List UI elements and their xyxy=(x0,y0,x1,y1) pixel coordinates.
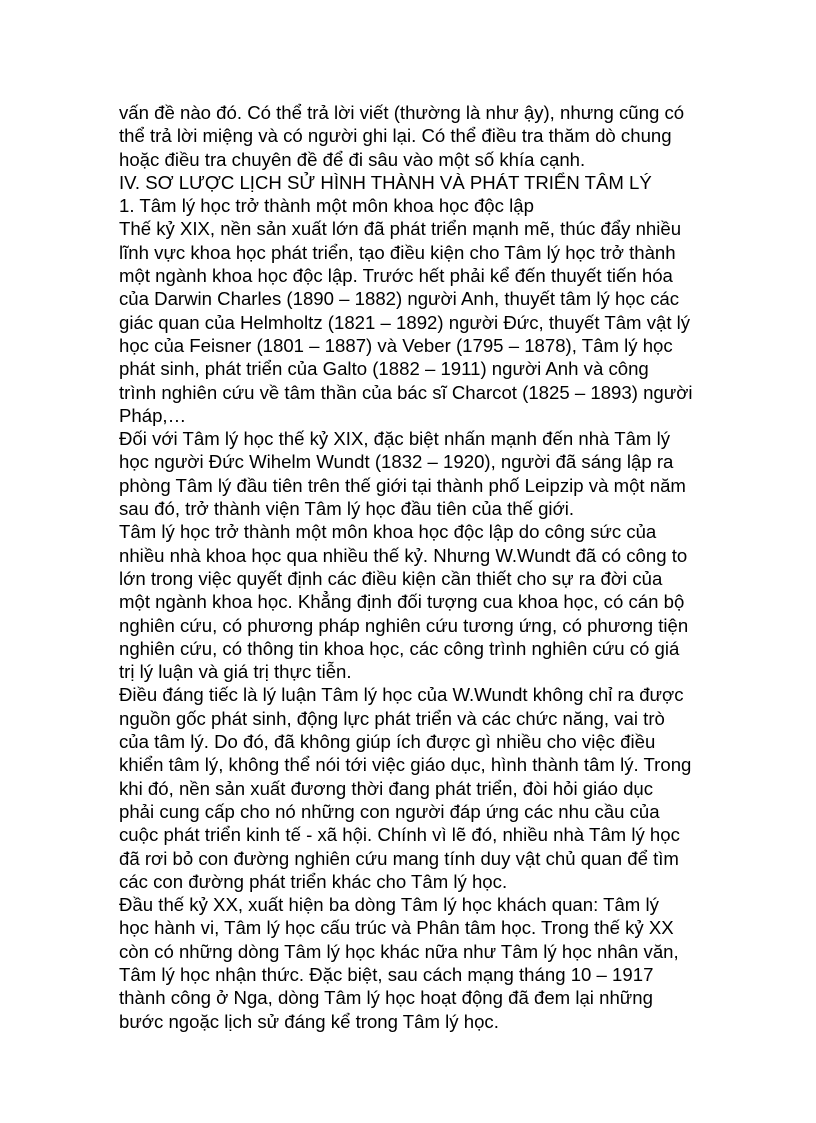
text-line: trị lý luận và giá trị thực tiễn. xyxy=(119,661,352,683)
text-line: cuộc phát triển kinh tế - xã hội. Chính vì lẽ đó, nhiều nhà Tâm lý học xyxy=(119,824,680,846)
text-line: nhiều nhà khoa học qua nhiều thế kỷ. Nhưng W.Wundt đã có công to xyxy=(119,544,688,566)
text-line: thành công ở Nga, dòng Tâm lý học hoạt động đã đem lại những xyxy=(119,987,653,1009)
text-line: Tâm lý học nhận thức. Đặc biệt, sau cách mạng tháng 10 – 1917 xyxy=(119,963,654,985)
text-line: của tâm lý. Do đó, đã không giúp ích được gì nhiều cho việc điều xyxy=(119,731,656,753)
text-line: Điều đáng tiếc là lý luận Tâm lý học của W.Wundt không chỉ ra được xyxy=(119,684,684,706)
text-line: phải cung cấp cho nó những con người đáp ứng các nhu cầu của xyxy=(119,800,660,822)
text-line: Tâm lý học trở thành một môn khoa học độc lập do công sức của xyxy=(119,521,657,543)
text-line: Đối với Tâm lý học thế kỷ XIX, đặc biệt nhấn mạnh đến nhà Tâm lý xyxy=(119,428,671,450)
text-line: nghiên cứu, có thông tin khoa học, các công trình nghiên cứu có giá xyxy=(119,637,680,659)
text-line: khi đó, nền sản xuất đương thời đang phát triển, đòi hỏi giáo dục xyxy=(119,777,654,799)
text-line: còn có những dòng Tâm lý học khác nữa như Tâm lý học nhân văn, xyxy=(119,940,679,962)
text-line: lớn trong việc quyết định các điều kiện cần thiết cho sự ra đời của xyxy=(119,567,663,589)
text-line: nguồn gốc phát sinh, động lực phát triển và các chức năng, vai trò xyxy=(119,707,665,729)
text-line: một ngành khoa học độc lập. Trước hết phải kể đến thuyết tiến hóa xyxy=(119,265,673,287)
document-page xyxy=(119,101,709,1033)
text-line: phát sinh, phát triển của Galto (1882 – 1911) người Anh và công xyxy=(119,358,649,380)
text-line: vấn đề nào đó. Có thể trả lời viết (thường là như ậy), nhưng cũng có xyxy=(119,102,685,123)
text-line: một ngành khoa học. Khẳng định đối tượng cua khoa học, có cán bộ xyxy=(119,591,685,613)
subsection-heading: 1. Tâm lý học trở thành một môn khoa học độc lập xyxy=(119,195,534,217)
text-line: giác quan của Helmholtz (1821 – 1892) người Đức, thuyết Tâm vật lý xyxy=(119,311,691,333)
text-line: thể trả lời miệng và có người ghi lại. Có thể điều tra thăm dò chung xyxy=(119,125,672,147)
text-line: trình nghiên cứu về tâm thần của bác sĩ Charcot (1825 – 1893) người xyxy=(119,381,693,403)
section-heading: IV. SƠ LƯỢC LỊCH SỬ HÌNH THÀNH VÀ PHÁT TRIỂN TÂM LÝ xyxy=(119,171,652,193)
text-line: lĩnh vực khoa học phát triển, tạo điều kiện cho Tâm lý học trở thành xyxy=(119,241,676,263)
text-line: học của Feisner (1801 – 1887) và Veber (1795 – 1878), Tâm lý học xyxy=(119,334,673,356)
text-line: phòng Tâm lý đầu tiên trên thế giới tại thành phố Leipzip và một năm xyxy=(119,474,686,496)
text-line: đã rơi bỏ con đường nghiên cứu mang tính duy vật chủ quan để tìm xyxy=(119,847,679,869)
text-line: bước ngoặc lịch sử đáng kể trong Tâm lý học. xyxy=(119,1010,499,1032)
text-line: nghiên cứu, có phương pháp nghiên cứu tương ứng, có phương tiện xyxy=(119,614,689,636)
text-line: hoặc điều tra chuyên đề để đi sâu vào một số khía cạnh. xyxy=(119,148,586,170)
text-line: sau đó, trở thành viện Tâm lý học đầu tiên của thế giới. xyxy=(119,498,575,520)
text-line: học người Đức Wihelm Wundt (1832 – 1920), người đã sáng lập ra xyxy=(119,451,674,473)
text-line: Thế kỷ XIX, nền sản xuất lớn đã phát triển mạnh mẽ, thúc đẩy nhiều xyxy=(119,218,682,240)
text-line: học hành vi, Tâm lý học cấu trúc và Phân tâm học. Trong thế kỷ XX xyxy=(119,917,674,939)
text-line: của Darwin Charles (1890 – 1882) người Anh, thuyết tâm lý học các xyxy=(119,288,680,310)
text-line: Pháp,… xyxy=(119,404,187,426)
text-line: Đầu thế kỷ XX, xuất hiện ba dòng Tâm lý học khách quan: Tâm lý xyxy=(119,894,659,916)
text-line: khiển tâm lý, không thể nói tới việc giáo dục, hình thành tâm lý. Trong xyxy=(119,754,692,776)
text-line: các con đường phát triển khác cho Tâm lý học. xyxy=(119,870,508,892)
